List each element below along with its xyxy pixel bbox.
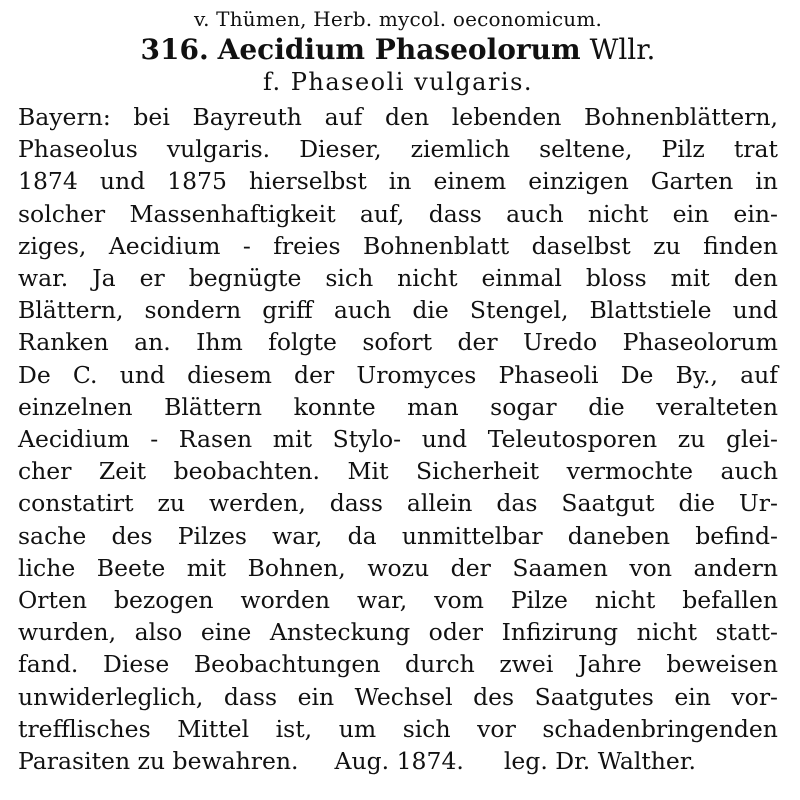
word: werden, [208, 489, 306, 518]
word: ziemlich [410, 135, 511, 164]
word: freies [273, 231, 341, 260]
word: sogar [490, 392, 557, 421]
word: einzelnen [18, 392, 133, 421]
word: sich [402, 714, 451, 743]
text-line [18, 520, 778, 552]
collector-name: leg. Dr. Walther. [503, 747, 696, 776]
word: von [629, 553, 672, 582]
word: Ihm [196, 328, 243, 357]
word: 1875 [167, 167, 227, 196]
word: Sicherheit [416, 457, 540, 486]
word: einem [433, 167, 507, 196]
text-line [18, 455, 778, 487]
word: Teleutosporen [487, 425, 658, 454]
word: statt- [715, 618, 778, 647]
word: cher [18, 457, 72, 486]
word: beweisen [666, 650, 778, 679]
word: veralteten [656, 392, 778, 421]
word: mit [186, 553, 227, 582]
word: auf [324, 103, 363, 131]
word: ein [674, 682, 711, 711]
word: er [139, 264, 165, 293]
word: zu [157, 489, 186, 518]
word: Saatgut [561, 489, 655, 518]
word: Mit [347, 457, 389, 486]
text-line [18, 713, 778, 745]
word: Pilz [661, 135, 705, 164]
word: Pilzes [177, 521, 247, 550]
word: Blattstiele [589, 296, 712, 325]
word: und [119, 360, 166, 389]
word: das [496, 489, 538, 518]
word: bloss [585, 264, 647, 293]
word: Wechsel [354, 682, 453, 711]
word: seltene, [539, 135, 633, 164]
word: dass [329, 489, 383, 518]
word: De [18, 360, 51, 389]
word: Beobachtungen [193, 650, 381, 679]
word: Phaseoli [498, 360, 599, 389]
word: sich [325, 264, 374, 293]
word: - [150, 425, 159, 454]
body-text [18, 101, 778, 777]
word: durch [405, 650, 475, 679]
word: auch [333, 296, 392, 325]
word: Mittel [177, 714, 250, 743]
word: man [407, 392, 459, 421]
specimen-number: 316. [140, 33, 209, 66]
word: war, [272, 521, 323, 550]
text-line [18, 648, 778, 680]
word: einmal [481, 264, 562, 293]
text-line-last [18, 745, 778, 777]
word: Stylo- [332, 425, 402, 454]
word: Pilze [510, 586, 568, 615]
text-line [18, 165, 778, 197]
word: Diese [103, 650, 170, 679]
text-line [18, 101, 778, 133]
word: Aecidium [108, 231, 221, 260]
word: Uromyces [356, 360, 477, 389]
word: hierselbst [248, 167, 367, 196]
word: Rasen [178, 425, 253, 454]
word: nicht [594, 586, 656, 615]
word: und [421, 425, 468, 454]
word: ein [297, 682, 335, 711]
word: Ranken [18, 328, 109, 357]
word: Zeit [98, 457, 147, 486]
word: Phaseolorum [622, 328, 778, 357]
word: folgte [268, 328, 337, 357]
word: der [457, 328, 498, 357]
word: fand. [18, 650, 79, 679]
word: wurden, [18, 618, 117, 647]
word: daselbst [531, 231, 631, 260]
species-author: Wllr. [589, 33, 656, 66]
text-line [18, 230, 778, 262]
word: De [620, 360, 654, 389]
word: mit [670, 264, 710, 293]
word: Ansteckung [269, 618, 411, 647]
text-line [18, 552, 778, 584]
word: C. [72, 360, 98, 389]
forma-subtitle: f. Phaseoli vulgaris. [262, 68, 534, 96]
word: allein [406, 489, 473, 518]
word: Massenhaftigkeit [129, 199, 336, 228]
text-line [18, 133, 778, 165]
word: griff [262, 296, 313, 325]
word: andern [693, 553, 778, 582]
text-line [18, 294, 778, 326]
word: an. [134, 328, 171, 357]
word: Blättern, [18, 296, 124, 325]
word: sondern [144, 296, 242, 325]
word: lebenden [451, 103, 562, 131]
word: auch [506, 199, 564, 228]
word: 1874 [18, 167, 78, 196]
word: zu [653, 231, 681, 260]
word: auf, [359, 199, 405, 228]
word: den [733, 264, 778, 293]
word: auf [740, 360, 778, 389]
word: die [678, 489, 715, 518]
word: sofort [362, 328, 433, 357]
word: bezogen [113, 586, 214, 615]
word: war, [356, 586, 408, 615]
word: des [111, 521, 153, 550]
word: konnte [293, 392, 376, 421]
word: also [134, 618, 183, 647]
word: vermochte [566, 457, 694, 486]
word: Phaseolus [18, 135, 138, 164]
word: der [450, 553, 491, 582]
word: unmittelbar [401, 521, 543, 550]
word: befallen [682, 586, 778, 615]
word: vulgaris. [166, 135, 271, 164]
word: und [99, 167, 146, 196]
word: vom [434, 586, 484, 615]
word: Uredo [523, 328, 598, 357]
text-line [18, 391, 778, 423]
species-name: Aecidium Phaseolorum [217, 33, 581, 66]
word: Ja [92, 264, 116, 293]
word: dass [428, 199, 482, 228]
word: begnügte [188, 264, 302, 293]
word: vor- [731, 682, 778, 711]
word: um [338, 714, 377, 743]
word: finden [703, 231, 778, 260]
word: die [412, 296, 449, 325]
word: Blättern [164, 392, 263, 421]
word: - [242, 231, 251, 260]
word: Bohnenblättern, [584, 103, 778, 131]
word: By., [675, 360, 718, 389]
word: unwiderleglich, [18, 682, 204, 711]
word: nicht [636, 618, 698, 647]
text-line [18, 487, 778, 519]
word: worden [240, 586, 331, 615]
word: die [588, 392, 625, 421]
word: Bayern: [18, 103, 111, 131]
word: Saamen [512, 553, 608, 582]
text-line [18, 616, 778, 648]
word: Dieser, [299, 135, 382, 164]
text-line [18, 423, 778, 455]
word: bei [133, 103, 170, 131]
word: nicht [587, 199, 649, 228]
closing-text: Parasiten zu bewahren. [18, 747, 299, 776]
word: Stengel, [469, 296, 569, 325]
word: zu [677, 425, 706, 454]
word: dass [223, 682, 278, 711]
word: beobachten. [173, 457, 321, 486]
word: in [388, 167, 412, 196]
word: des [473, 682, 515, 711]
text-line [18, 198, 778, 230]
word: Saatgutes [534, 682, 654, 711]
word: glei- [725, 425, 778, 454]
word: einzigen [528, 167, 629, 196]
collection-date: Aug. 1874. [334, 747, 464, 776]
word: da [347, 521, 377, 550]
word: Bayreuth [192, 103, 302, 131]
text-line [18, 681, 778, 713]
text-line [18, 359, 778, 391]
text-line [18, 262, 778, 294]
word: nicht [397, 264, 458, 293]
word: ist, [275, 714, 313, 743]
word: trefflisches [18, 714, 151, 743]
word: Beete [96, 553, 166, 582]
word: war. [18, 264, 69, 293]
word: eine [200, 618, 252, 647]
word: solcher [18, 199, 106, 228]
word: Aecidium [18, 425, 130, 454]
word: Ur- [738, 489, 778, 518]
word: constatirt [18, 489, 134, 518]
word: vor [477, 714, 516, 743]
word: Bohnen, [247, 553, 346, 582]
word: trat [733, 135, 778, 164]
text-line [18, 326, 778, 358]
word: auch [720, 457, 778, 486]
word: oder [428, 618, 484, 647]
word: Orten [18, 586, 87, 615]
word: Infizirung [501, 618, 619, 647]
word: zwei [499, 650, 554, 679]
word: sache [18, 521, 87, 550]
word: wozu [367, 553, 430, 582]
herbarium-header: v. Thümen, Herb. mycol. oeconomicum. [193, 7, 603, 31]
word: liche [18, 553, 76, 582]
text-line [18, 584, 778, 616]
word: daneben [567, 521, 670, 550]
word: schadenbringenden [542, 714, 778, 743]
word: diesem [187, 360, 272, 389]
word: den [385, 103, 430, 131]
word: Jahre [578, 650, 642, 679]
word: Garten [650, 167, 734, 196]
word: in [755, 167, 778, 196]
word: ein- [733, 199, 778, 228]
word: ziges, [18, 231, 87, 260]
species-title [18, 34, 778, 66]
word: und [732, 296, 778, 325]
word: Bohnenblatt [362, 231, 510, 260]
word: mit [272, 425, 313, 454]
word: der [294, 360, 335, 389]
word: befind- [695, 521, 778, 550]
word: ein [672, 199, 710, 228]
